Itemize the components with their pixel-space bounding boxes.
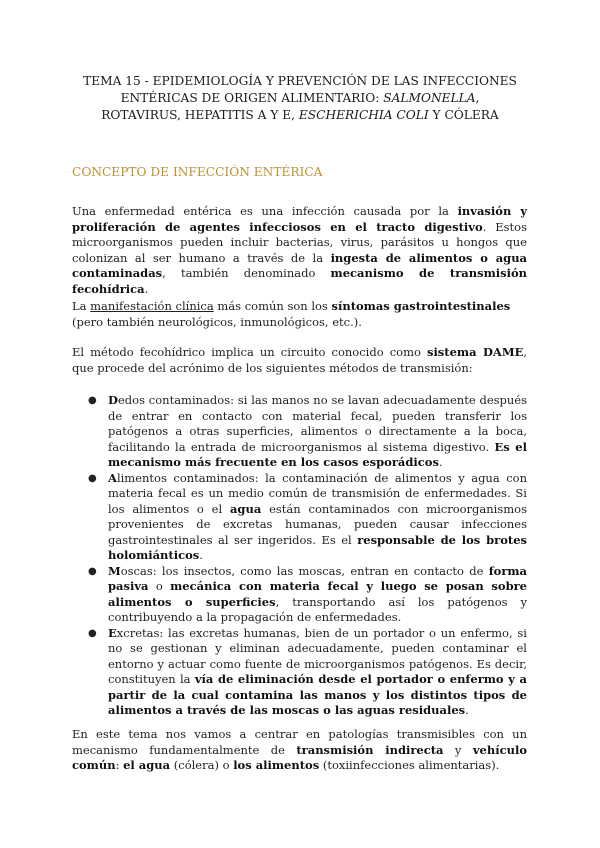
document-title — [60, 73, 540, 124]
bullet-icon: ● — [88, 565, 97, 577]
text: xcretas: las excretas humanas, bien de un portador o un enfermo, si no se gestionan y eliminan adecuadamente, pueden contaminar el entorno y actuar como fuente de microorganismos patógenos. Es decir, constituyen la — [108, 625, 527, 686]
title-comma: , — [475, 91, 480, 105]
initial-letter: A — [108, 470, 117, 485]
text: , también denominado — [162, 266, 331, 280]
initial-letter: D — [108, 393, 118, 407]
title-line-3: ROTAVIRUS, HEPATITIS A Y E, — [101, 108, 299, 122]
paragraph-dame — [72, 345, 527, 376]
text: . Estos microorganismos pueden incluir bacterias, virus, parásitos u hongos que colonizan al ser humano a través de la — [72, 219, 527, 265]
paragraph-definition — [72, 204, 527, 297]
bold-text: ingesta de alimentos o agua contaminadas — [72, 250, 528, 280]
text: y — [443, 742, 473, 757]
bold-text: sistema DAME — [426, 345, 524, 359]
list-item-excretas — [72, 626, 527, 719]
bold-text: el agua — [123, 758, 171, 772]
dame-list — [72, 393, 527, 719]
text: . — [465, 703, 469, 717]
title-ecoli: ESCHERICHIA COLI — [298, 108, 429, 122]
text: , transportando así los patógenos y contribuyendo a la propagación de enfermedades. — [108, 594, 528, 624]
list-item-alimentos — [72, 471, 527, 564]
underlined-text: manifestación clínica — [90, 299, 214, 313]
bullet-icon: ● — [88, 395, 97, 406]
bold-text: agua — [229, 501, 262, 516]
title-line-1: TEMA 15 - EPIDEMIOLOGÍA Y PREVENCIÓN DE LAS INFECCIONES — [83, 74, 517, 88]
section-heading: CONCEPTO DE INFECCIÓN ENTÉRICA — [72, 165, 323, 179]
bold-text: vía de eliminación desde el portador o enfermo y a partir de la cual contamina las manos y los distintos tipos de alimentos a través de las moscas o las aguas residuales — [108, 672, 527, 717]
bold-text: mecánica con materia fecal y luego se posan sobre alimentos o superficies — [108, 579, 527, 609]
list-item-moscas — [72, 564, 527, 626]
bold-text: responsable de los brotes holomiánticos — [108, 532, 527, 562]
text: . — [144, 281, 149, 296]
bold-text: Es el mecanismo más frecuente en los casos esporádicos — [108, 439, 527, 469]
list-item-dedos — [72, 393, 527, 471]
text: o — [148, 579, 171, 593]
text: , que procede del acrónimo de los siguientes métodos de transmisión: — [72, 345, 527, 375]
bold-text: síntomas gastrointestinales — [331, 299, 511, 313]
paragraph-focus — [72, 727, 527, 774]
title-colera: Y CÓLERA — [428, 108, 499, 122]
text: . — [199, 548, 203, 562]
bullet-icon: ● — [88, 627, 97, 639]
text: El método fecohídrico implica un circuito conocido como — [72, 345, 427, 359]
text: : — [115, 758, 124, 772]
text: oscas: los insectos, como las moscas, entran en contacto de — [120, 563, 489, 578]
title-line-2: ENTÉRICAS DE ORIGEN ALIMENTARIO: — [120, 91, 384, 105]
title-salmonella: SALMONELLA — [383, 91, 476, 105]
paragraph-clinical — [72, 299, 527, 330]
text: (pero también neurológicos, inmunológicos, etc.). — [72, 314, 362, 329]
bold-text: mecanismo de transmisión fecohídrica — [72, 266, 527, 296]
initial-letter: M — [108, 563, 121, 578]
bold-text: transmisión indirecta — [296, 742, 444, 757]
bold-text: invasión y proliferación de agentes infecciosos en el tracto digestivo — [72, 204, 527, 234]
text: edos contaminados: si las manos no se lavan adecuadamente después de entrar en contacto con material fecal, pueden transferir los patógenos a otras superficies, alimentos o directamente a la boca, facilitando la entrada de microorganismos al sistema digestivo. — [108, 393, 527, 454]
text: limentos contaminados: la contaminación de alimentos y agua con materia fecal es un medio común de transmisión de enfermedades. Si los alimentos o el — [108, 470, 527, 516]
text: (cólera) o — [170, 758, 234, 772]
initial-letter: E — [108, 625, 117, 640]
text: más común son los — [213, 299, 332, 313]
text: Una enfermedad entérica es una infección causada por la — [72, 204, 458, 218]
bold-text: forma pasiva — [108, 563, 527, 593]
text: (toxiinfecciones alimentarias). — [319, 758, 500, 772]
bullet-icon: ● — [88, 472, 97, 484]
bold-text: vehículo común — [72, 742, 527, 772]
text: La — [72, 299, 91, 313]
bold-text: los alimentos — [233, 758, 320, 772]
text: están contaminados con microorganismos provenientes de excretas humanas, pueden causar infecciones gastrointestinales al ser ingeridos. Es el — [108, 501, 527, 547]
text: En este tema nos vamos a centrar en patologías transmisibles con un mecanismo fundamentalmente de — [72, 727, 527, 757]
text: . — [438, 455, 443, 469]
